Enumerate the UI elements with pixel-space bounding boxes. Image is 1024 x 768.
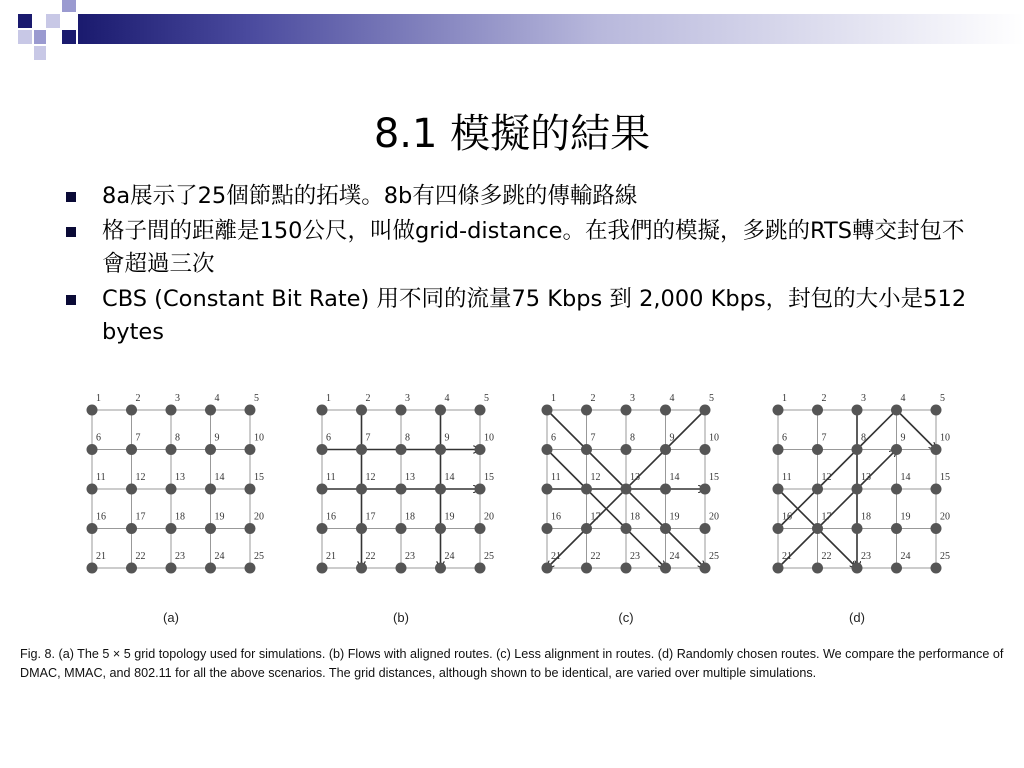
- node-label: 21: [326, 551, 336, 562]
- grid-node: [700, 484, 711, 495]
- node-label: 14: [900, 472, 911, 483]
- grid-node: [87, 563, 98, 574]
- route-segment: [547, 450, 587, 490]
- node-label: 4: [900, 393, 906, 404]
- grid-node: [317, 444, 328, 455]
- grid-node: [205, 563, 216, 574]
- grid-node: [542, 523, 553, 534]
- grid-node: [891, 484, 902, 495]
- grid-node: [700, 523, 711, 534]
- grid-node: [435, 523, 446, 534]
- bullet-square-icon: [66, 295, 76, 305]
- grid-node: [621, 563, 632, 574]
- node-label: 19: [900, 511, 911, 523]
- subfigure-label: (b): [393, 610, 409, 625]
- node-label: 11: [96, 472, 106, 483]
- bullet-text: 8a展示了25個節點的拓墣。8b有四條多跳的傳輸路線: [102, 183, 638, 209]
- node-label: 23: [861, 551, 871, 562]
- node-label: 20: [484, 511, 494, 523]
- grid-node: [621, 444, 632, 455]
- node-label: 2: [590, 393, 596, 404]
- node-label: 4: [444, 393, 450, 404]
- grid-node: [542, 405, 553, 416]
- grid-node: [660, 444, 671, 455]
- node-label: 21: [782, 551, 792, 562]
- node-label: 13: [861, 472, 871, 483]
- grid-node: [205, 484, 216, 495]
- grid-node: [435, 405, 446, 416]
- node-label: 24: [444, 551, 455, 562]
- node-label: 12: [590, 472, 601, 483]
- grid-node: [700, 405, 711, 416]
- grid-node: [931, 484, 942, 495]
- grid-node: [396, 563, 407, 574]
- bullet-square-icon: [66, 227, 76, 237]
- node-label: 6: [326, 432, 331, 444]
- grid-node: [700, 444, 711, 455]
- node-label: 8: [630, 432, 635, 444]
- grid-node: [660, 523, 671, 534]
- node-label: 8: [405, 432, 410, 444]
- node-label: 10: [254, 432, 264, 444]
- node-label: 16: [551, 511, 561, 523]
- node-label: 1: [782, 393, 787, 404]
- slide-title: 8.1 模擬的結果: [373, 111, 651, 157]
- node-label: 21: [551, 551, 561, 562]
- route-segment: [818, 450, 858, 490]
- grid-node: [812, 405, 823, 416]
- grid-node: [166, 523, 177, 534]
- node-label: 9: [444, 432, 450, 444]
- node-label: 17: [590, 511, 601, 523]
- route-segment: [857, 450, 897, 490]
- grid-node: [581, 563, 592, 574]
- grid-node: [812, 484, 823, 495]
- node-label: 6: [782, 432, 787, 444]
- node-label: 10: [484, 432, 494, 444]
- grid-node: [87, 444, 98, 455]
- node-label: 9: [669, 432, 675, 444]
- route-segment: [818, 529, 858, 569]
- grid-node: [435, 484, 446, 495]
- node-label: 20: [709, 511, 719, 523]
- grid-node: [931, 563, 942, 574]
- grid-node: [621, 405, 632, 416]
- route-segment: [547, 529, 587, 569]
- grid-node: [166, 484, 177, 495]
- route-segment: [547, 410, 587, 450]
- node-label: 17: [821, 511, 832, 523]
- bullet-item: [62, 180, 982, 213]
- grid-node: [87, 523, 98, 534]
- grid-node: [852, 484, 863, 495]
- grid-node: [396, 523, 407, 534]
- node-label: 12: [821, 472, 832, 483]
- grid-node: [317, 405, 328, 416]
- node-label: 18: [861, 511, 871, 523]
- grid-node: [317, 484, 328, 495]
- grid-node: [542, 444, 553, 455]
- grid-node: [87, 484, 98, 495]
- route-segment: [897, 410, 937, 450]
- bullet-square-icon: [66, 192, 76, 202]
- node-label: 4: [669, 393, 675, 404]
- grid-node: [317, 523, 328, 534]
- grid-node: [931, 523, 942, 534]
- node-label: 5: [940, 393, 945, 404]
- node-label: 24: [669, 551, 680, 562]
- node-label: 2: [365, 393, 371, 404]
- node-label: 1: [326, 393, 331, 404]
- corner-square-navy: [18, 14, 32, 28]
- grid-node: [773, 484, 784, 495]
- node-label: 7: [590, 432, 596, 444]
- node-label: 25: [254, 551, 264, 562]
- node-label: 7: [365, 432, 371, 444]
- grid-node: [126, 484, 137, 495]
- node-label: 7: [821, 432, 827, 444]
- figure-caption: Fig. 8. (a) The 5 × 5 grid topology used for simulations. (b) Flows with aligned routes. (c) Less alignment in routes. (d) Randomly chosen routes. We compare the performance of DMAC, MMAC, and 802.11 for all the above scenarios. The grid distances, although shown to be identical, are varied over multiple simulations.: [20, 647, 1004, 680]
- node-label: 19: [444, 511, 455, 523]
- header-gradient-bar: [78, 14, 1024, 44]
- bullet-text: 格子間的距離是150公尺，叫做grid-distance。在我們的模擬，多跳的RTS轉交封包不會超過三次: [102, 218, 965, 277]
- node-label: 19: [214, 511, 225, 523]
- grid-node: [621, 484, 632, 495]
- node-label: 16: [326, 511, 336, 523]
- node-label: 3: [861, 393, 866, 404]
- node-label: 12: [135, 472, 146, 483]
- grid-node: [773, 563, 784, 574]
- node-label: 25: [484, 551, 494, 562]
- grid-node: [356, 523, 367, 534]
- route-segment: [626, 450, 666, 490]
- grid-node: [435, 444, 446, 455]
- node-label: 18: [405, 511, 415, 523]
- grid-node: [205, 444, 216, 455]
- grid-node: [205, 523, 216, 534]
- grid-topology-figure: [60, 382, 980, 632]
- grid-node: [852, 444, 863, 455]
- corner-square-light3: [34, 46, 46, 60]
- corner-square-light2: [18, 30, 32, 44]
- corner-square-light: [46, 14, 60, 28]
- node-label: 3: [175, 393, 180, 404]
- route-segment: [626, 489, 666, 529]
- node-label: 11: [326, 472, 336, 483]
- node-label: 22: [135, 551, 146, 562]
- grid-node: [475, 444, 486, 455]
- node-label: 15: [709, 472, 719, 483]
- grid-node: [356, 484, 367, 495]
- node-label: 18: [630, 511, 640, 523]
- grid-node: [581, 484, 592, 495]
- node-label: 10: [709, 432, 719, 444]
- grid-node: [581, 405, 592, 416]
- node-label: 14: [444, 472, 455, 483]
- node-label: 9: [214, 432, 220, 444]
- bullet-list: [62, 180, 982, 351]
- node-label: 21: [96, 551, 106, 562]
- node-label: 8: [175, 432, 180, 444]
- grid-node: [396, 405, 407, 416]
- bullet-text: CBS (Constant Bit Rate) 用不同的流量75 Kbps 到 2,000 Kbps，封包的大小是512 bytes: [102, 286, 967, 345]
- node-label: 6: [96, 432, 101, 444]
- node-label: 15: [254, 472, 264, 483]
- node-label: 11: [782, 472, 792, 483]
- grid-node: [891, 444, 902, 455]
- grid-node: [396, 444, 407, 455]
- node-label: 4: [214, 393, 220, 404]
- bullet-item: [62, 283, 982, 349]
- node-label: 15: [484, 472, 494, 483]
- grid-node: [475, 484, 486, 495]
- route-segment: [818, 489, 858, 529]
- node-label: 3: [405, 393, 410, 404]
- grid-node: [126, 405, 137, 416]
- node-label: 7: [135, 432, 141, 444]
- grid-node: [475, 523, 486, 534]
- node-label: 20: [940, 511, 950, 523]
- route-segment: [666, 529, 706, 569]
- grid-node: [931, 405, 942, 416]
- grid-node: [660, 484, 671, 495]
- grid-node: [166, 563, 177, 574]
- node-label: 8: [861, 432, 866, 444]
- node-label: 23: [175, 551, 185, 562]
- subfigure-label: (a): [163, 610, 179, 625]
- node-label: 14: [669, 472, 680, 483]
- corner-square-mid2: [34, 30, 46, 44]
- grid-node: [475, 563, 486, 574]
- node-label: 17: [365, 511, 376, 523]
- grid-node: [542, 484, 553, 495]
- grid-node: [166, 444, 177, 455]
- grid-node: [245, 484, 256, 495]
- grid-node: [812, 523, 823, 534]
- node-label: 1: [96, 393, 101, 404]
- route-segment: [587, 450, 627, 490]
- grid-node: [581, 523, 592, 534]
- grid-node: [581, 444, 592, 455]
- node-label: 5: [484, 393, 489, 404]
- grid-node: [891, 563, 902, 574]
- grid-node: [812, 563, 823, 574]
- node-label: 10: [940, 432, 950, 444]
- grid-node: [931, 444, 942, 455]
- grid-node: [126, 444, 137, 455]
- grid-node: [700, 563, 711, 574]
- corner-square-mid: [62, 0, 76, 12]
- node-label: 5: [254, 393, 259, 404]
- corner-square-navy2: [62, 30, 76, 44]
- bullet-item: [62, 215, 982, 281]
- route-segment: [626, 529, 666, 569]
- node-label: 23: [405, 551, 415, 562]
- node-label: 2: [135, 393, 141, 404]
- node-label: 11: [551, 472, 561, 483]
- node-label: 17: [135, 511, 146, 523]
- node-label: 22: [590, 551, 601, 562]
- node-label: 9: [900, 432, 906, 444]
- node-label: 22: [821, 551, 832, 562]
- node-label: 16: [96, 511, 106, 523]
- node-label: 22: [365, 551, 376, 562]
- node-label: 24: [900, 551, 911, 562]
- node-label: 6: [551, 432, 556, 444]
- node-label: 25: [940, 551, 950, 562]
- grid-node: [852, 563, 863, 574]
- grid-node: [435, 563, 446, 574]
- grid-node: [396, 484, 407, 495]
- grid-node: [773, 444, 784, 455]
- node-label: 15: [940, 472, 950, 483]
- node-label: 5: [709, 393, 714, 404]
- node-label: 20: [254, 511, 264, 523]
- route-segment: [666, 410, 706, 450]
- node-label: 18: [175, 511, 185, 523]
- route-segment: [857, 410, 897, 450]
- subfigure-label: (c): [618, 610, 634, 625]
- node-label: 23: [630, 551, 640, 562]
- grid-node: [245, 523, 256, 534]
- node-label: 12: [365, 472, 376, 483]
- node-label: 16: [782, 511, 792, 523]
- grid-node: [245, 444, 256, 455]
- grid-node: [660, 405, 671, 416]
- node-label: 13: [630, 472, 640, 483]
- grid-node: [317, 563, 328, 574]
- grid-node: [852, 523, 863, 534]
- grid-node: [773, 405, 784, 416]
- grid-node: [245, 405, 256, 416]
- node-label: 3: [630, 393, 635, 404]
- grid-node: [621, 523, 632, 534]
- route-segment: [778, 529, 818, 569]
- grid-node: [87, 405, 98, 416]
- grid-node: [660, 563, 671, 574]
- grid-node: [891, 523, 902, 534]
- grid-node: [852, 405, 863, 416]
- node-label: 19: [669, 511, 680, 523]
- grid-node: [166, 405, 177, 416]
- grid-node: [475, 405, 486, 416]
- grid-node: [126, 523, 137, 534]
- node-label: 1: [551, 393, 556, 404]
- node-label: 13: [175, 472, 185, 483]
- node-label: 25: [709, 551, 719, 562]
- node-label: 2: [821, 393, 827, 404]
- node-label: 13: [405, 472, 415, 483]
- node-label: 24: [214, 551, 225, 562]
- grid-node: [356, 444, 367, 455]
- subfigure-label: (d): [849, 610, 865, 625]
- grid-node: [773, 523, 784, 534]
- grid-node: [356, 563, 367, 574]
- node-label: 14: [214, 472, 225, 483]
- grid-node: [126, 563, 137, 574]
- grid-node: [356, 405, 367, 416]
- grid-node: [891, 405, 902, 416]
- grid-node: [205, 405, 216, 416]
- grid-node: [812, 444, 823, 455]
- grid-node: [542, 563, 553, 574]
- grid-node: [245, 563, 256, 574]
